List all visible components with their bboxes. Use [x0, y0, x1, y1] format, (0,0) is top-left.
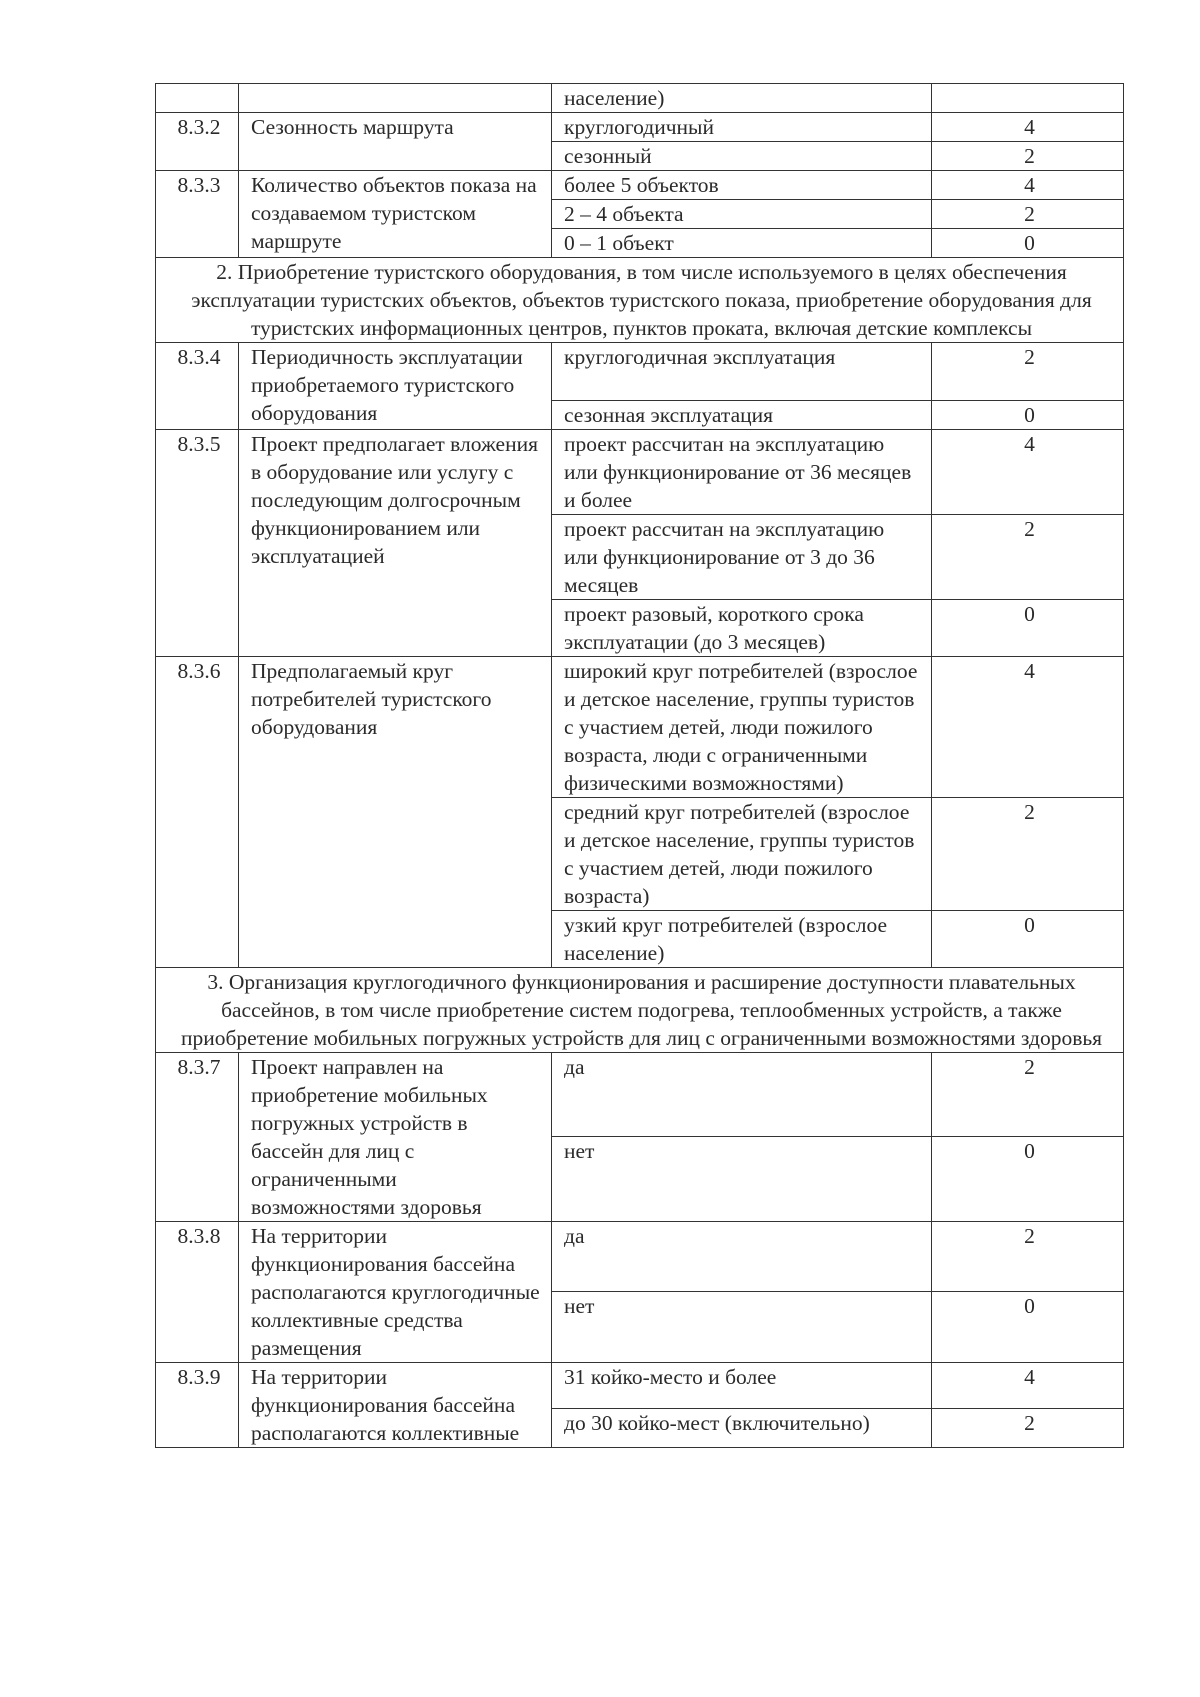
criterion-cell	[239, 84, 552, 113]
option-points: 2	[932, 1053, 1124, 1137]
criterion-text: На территории функционирования бассейна располагаются круглогодичные коллективные средства размещения	[239, 1222, 552, 1363]
option-points: 2	[932, 1409, 1124, 1448]
table-row	[156, 84, 1124, 113]
criterion-text: Периодичность эксплуатации приобретаемого туристского оборудования	[239, 343, 552, 430]
criterion-number: 8.3.6	[156, 657, 239, 968]
option-text: 31 койко-место и более	[552, 1363, 932, 1409]
criterion-number: 8.3.4	[156, 343, 239, 430]
points-cell	[932, 84, 1124, 113]
option-points: 0	[932, 1292, 1124, 1363]
criterion-text: Предполагаемый круг потребителей туристского оборудования	[239, 657, 552, 968]
table-row	[156, 430, 1124, 515]
option-text: более 5 объектов	[552, 171, 932, 200]
criterion-text: Количество объектов показа на создаваемом туристском маршруте	[239, 171, 552, 258]
table-row	[156, 1222, 1124, 1292]
option-points: 4	[932, 430, 1124, 515]
option-points: 4	[932, 113, 1124, 142]
criteria-table	[155, 83, 1124, 1448]
option-points: 0	[932, 600, 1124, 657]
option-points: 0	[932, 1137, 1124, 1222]
option-text: сезонная эксплуатация	[552, 401, 932, 430]
section-row	[156, 258, 1124, 343]
option-text: да	[552, 1053, 932, 1137]
option-points: 2	[932, 142, 1124, 171]
criterion-text: Проект направлен на приобретение мобильных погружных устройств в бассейн для лиц с ограниченными возможностями здоровья	[239, 1053, 552, 1222]
option-text: 0 – 1 объект	[552, 229, 932, 258]
option-text: проект рассчитан на эксплуатацию или функционирование от 3 до 36 месяцев	[552, 515, 932, 600]
option-text: проект разовый, короткого срока эксплуатации (до 3 месяцев)	[552, 600, 932, 657]
criterion-number: 8.3.3	[156, 171, 239, 258]
option-text: широкий круг потребителей (взрослое и детское население, группы туристов с участием детей, люди пожилого возраста, люди с ограниченными физическими возможностями)	[552, 657, 932, 798]
section-heading: 2. Приобретение туристского оборудования, в том числе используемого в целях обеспечения эксплуатации туристских объектов, объектов туристского показа, приобретение оборудования для туристских информационных центров, пунктов проката, включая детские комплексы	[156, 258, 1124, 343]
table-row	[156, 1363, 1124, 1409]
option-points: 2	[932, 1222, 1124, 1292]
criterion-text: На территории функционирования бассейна располагаются коллективные	[239, 1363, 552, 1448]
criterion-number: 8.3.7	[156, 1053, 239, 1222]
table-row	[156, 113, 1124, 142]
option-text: до 30 койко-мест (включительно)	[552, 1409, 932, 1448]
criterion-number: 8.3.5	[156, 430, 239, 657]
option-points: 0	[932, 229, 1124, 258]
table-row	[156, 1053, 1124, 1137]
option-points: 2	[932, 798, 1124, 911]
option-points: 0	[932, 911, 1124, 968]
option-points: 2	[932, 200, 1124, 229]
option-text: 2 – 4 объекта	[552, 200, 932, 229]
option-points: 0	[932, 401, 1124, 430]
option-text: узкий круг потребителей (взрослое население)	[552, 911, 932, 968]
number-cell	[156, 84, 239, 113]
option-text: да	[552, 1222, 932, 1292]
section-heading: 3. Организация круглогодичного функционирования и расширение доступности плавательных бассейнов, в том числе приобретение систем подогрева, теплообменных устройств, а также приобретение мобильных погружных устройств для лиц с ограниченными возможностями здоровья	[156, 968, 1124, 1053]
criterion-text: Сезонность маршрута	[239, 113, 552, 171]
option-points: 2	[932, 515, 1124, 600]
option-points: 2	[932, 343, 1124, 401]
option-points: 4	[932, 171, 1124, 200]
option-text: круглогодичный	[552, 113, 932, 142]
section-row	[156, 968, 1124, 1053]
option-text: проект рассчитан на эксплуатацию или функционирование от 36 месяцев и более	[552, 430, 932, 515]
option-points: 4	[932, 657, 1124, 798]
option-text: круглогодичная эксплуатация	[552, 343, 932, 401]
criterion-number: 8.3.9	[156, 1363, 239, 1448]
option-text: нет	[552, 1137, 932, 1222]
criterion-number: 8.3.8	[156, 1222, 239, 1363]
criterion-number: 8.3.2	[156, 113, 239, 171]
option-points: 4	[932, 1363, 1124, 1409]
option-cell: население)	[552, 84, 932, 113]
table-row	[156, 343, 1124, 401]
table-row	[156, 171, 1124, 200]
option-text: нет	[552, 1292, 932, 1363]
option-text: сезонный	[552, 142, 932, 171]
option-text: средний круг потребителей (взрослое и детское население, группы туристов с участием детей, люди пожилого возраста)	[552, 798, 932, 911]
table-row	[156, 657, 1124, 798]
criterion-text: Проект предполагает вложения в оборудование или услугу с последующим долгосрочным функционированием или эксплуатацией	[239, 430, 552, 657]
